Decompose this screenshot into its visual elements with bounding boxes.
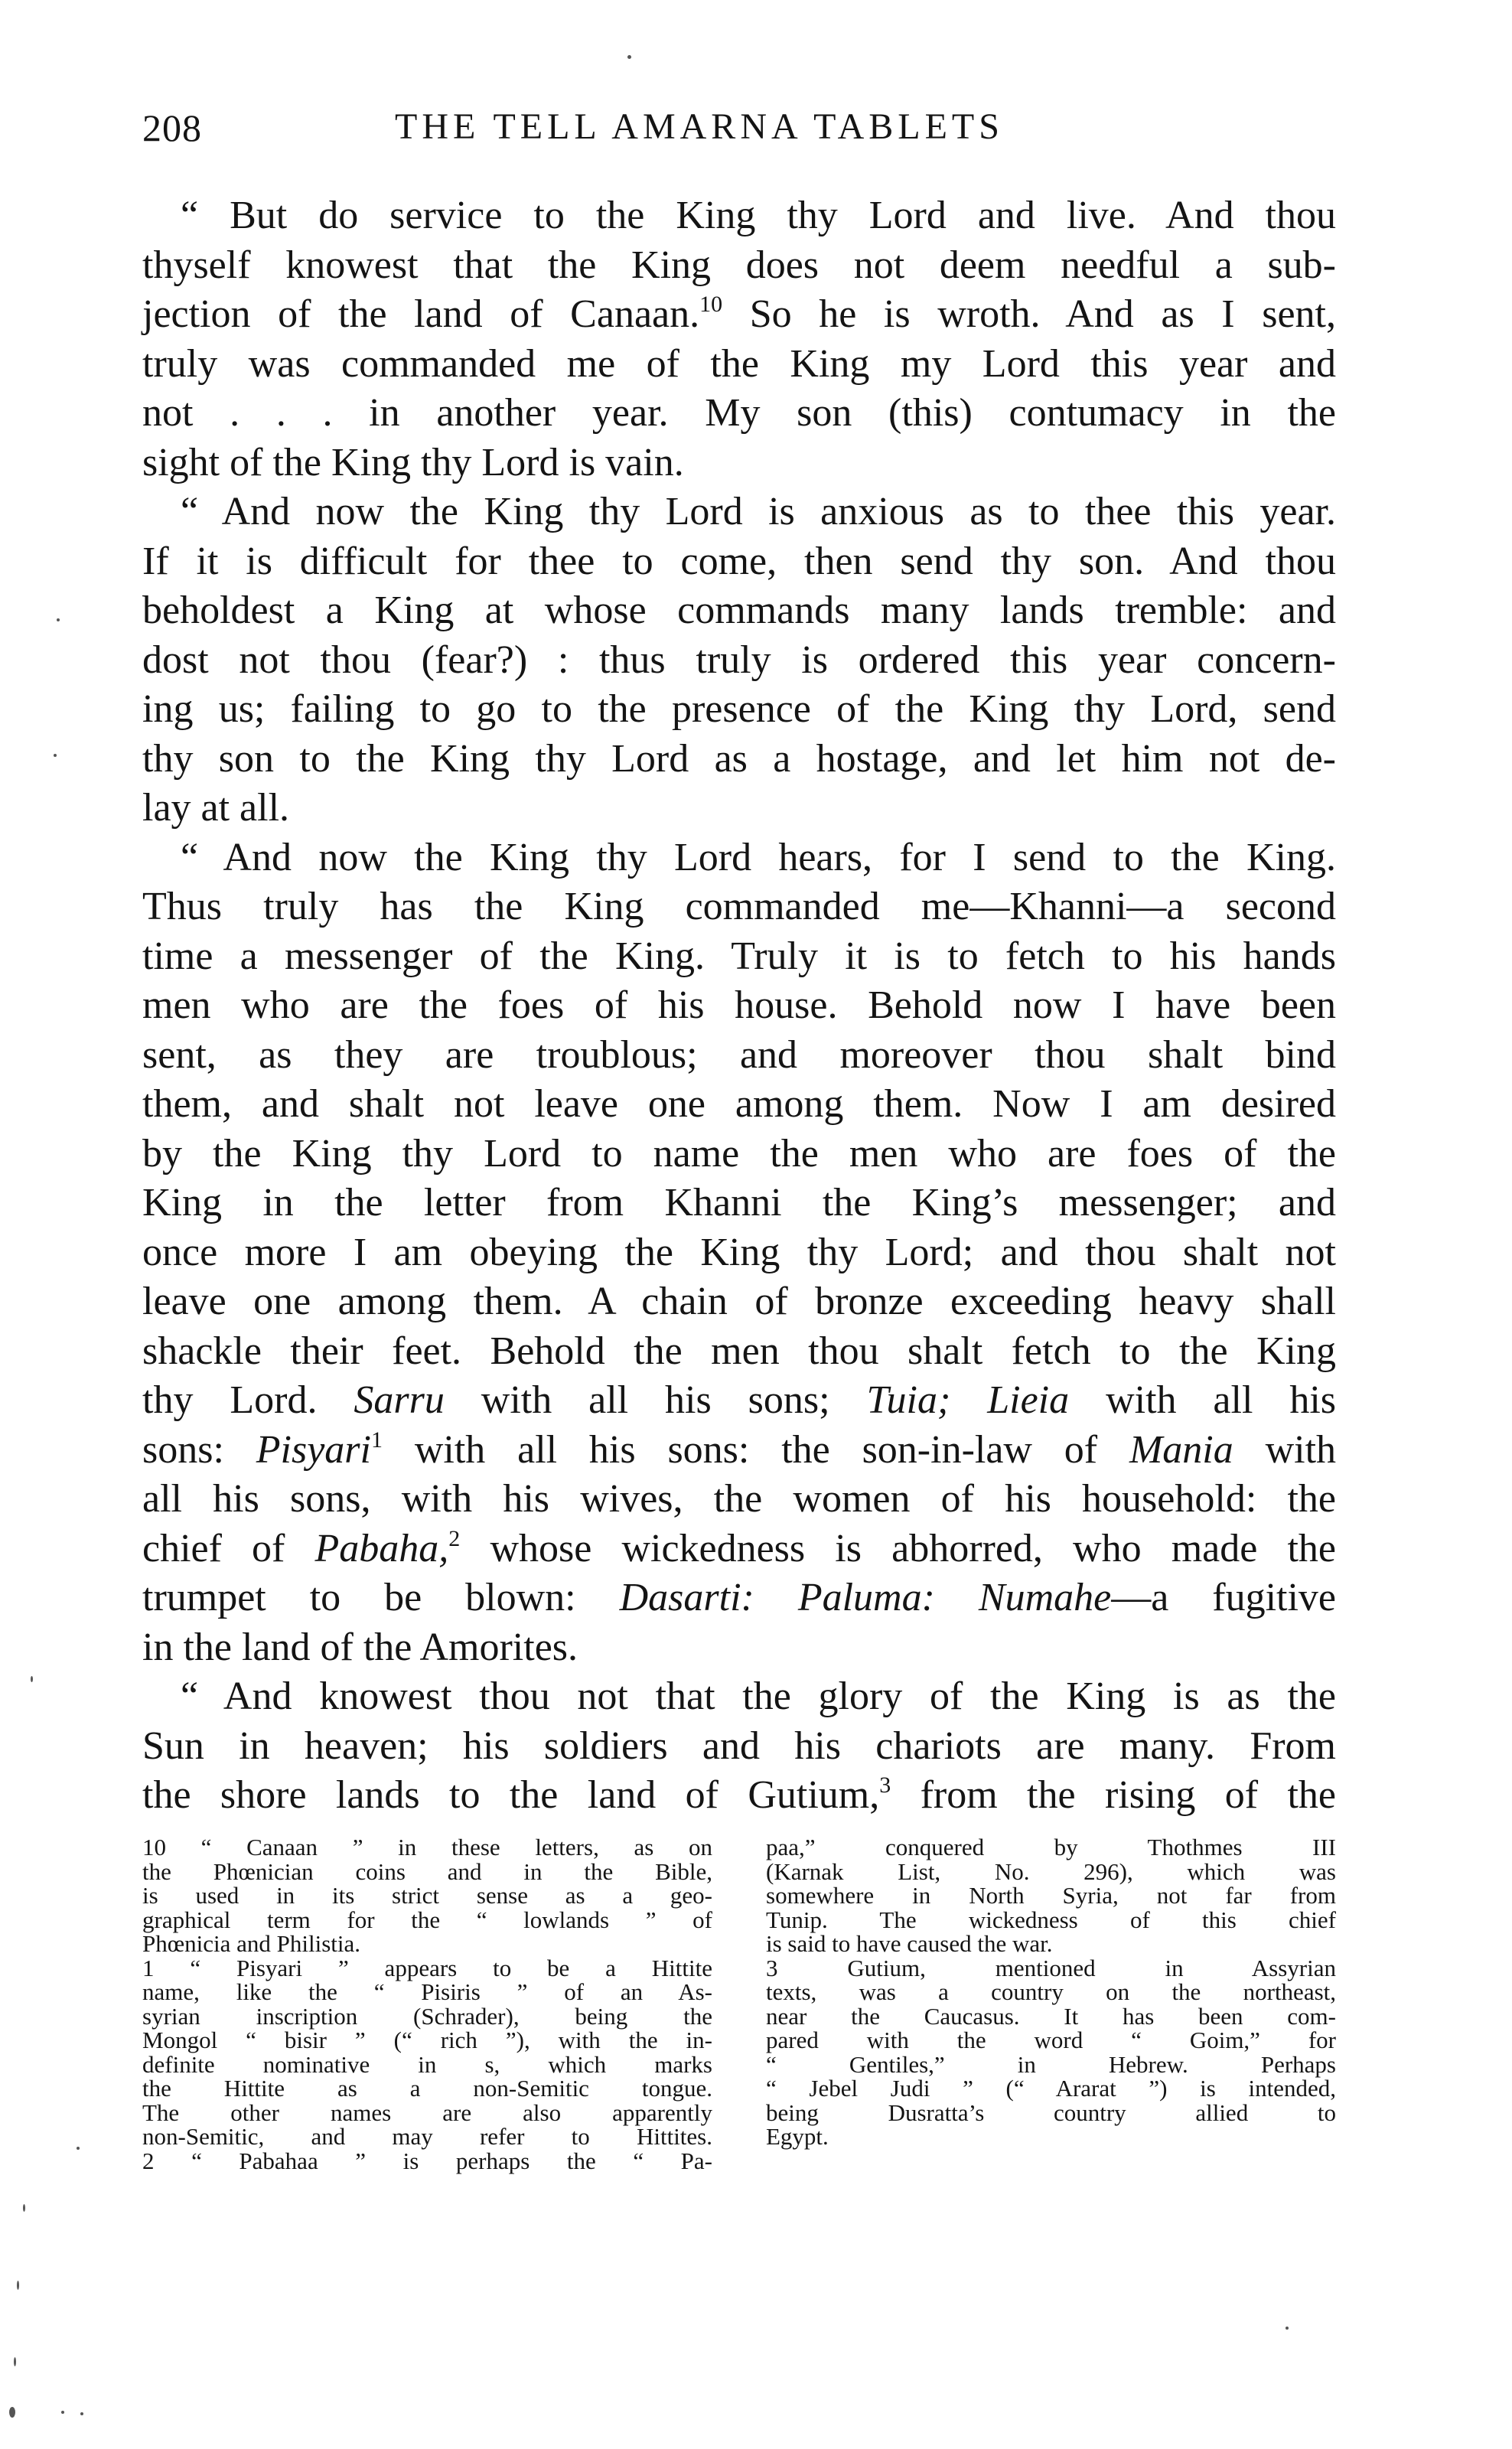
body-line: “ And now the King thy Lord hears, for I send to the King. bbox=[181, 835, 1336, 879]
footnote-line: near the Caucasus. It has been com- bbox=[766, 2002, 1336, 2030]
footnote-line: the Hittite as a non-Semitic tongue. bbox=[142, 2075, 712, 2102]
body-line: once more I am obeying the King thy Lord; and thou shalt not bbox=[142, 1230, 1336, 1274]
footnote-line: graphical term for the “ lowlands ” of bbox=[142, 1906, 712, 1933]
body-line: chief of Pabaha,$^2$ whose wickedness is abhorred, who made the bbox=[142, 1525, 1337, 1570]
footnote-line: Mongol “ bisir ” (“ rich ”), with the in- bbox=[142, 2027, 712, 2053]
footnotes bbox=[142, 1834, 1336, 2174]
footnote-line: Tunip. The wickedness of this chief bbox=[766, 1906, 1336, 1933]
body-line: beholdest a King at whose commands many lands tremble: and bbox=[142, 589, 1336, 632]
scan-speck bbox=[31, 1676, 33, 1682]
scan-speck bbox=[23, 2204, 25, 2212]
footnote-line: being Dusratta’s country allied to bbox=[766, 2098, 1336, 2126]
footnotes-left-column bbox=[142, 1835, 712, 2173]
body-line: men who are the foes of his house. Behold now I have been bbox=[142, 983, 1336, 1027]
body-line: shackle their feet. Behold the men thou shalt fetch to the King bbox=[142, 1329, 1336, 1373]
body-line: by the King thy Lord to name the men who are foes of the bbox=[142, 1131, 1336, 1176]
scan-speck bbox=[9, 2407, 15, 2418]
body-line: all his sons, with his wives, the women of his household: the bbox=[142, 1477, 1336, 1521]
body-line: trumpet to be blown: Dasarti: Paluma: Numahe—a fugitive bbox=[142, 1576, 1337, 1619]
body-line: them, and shalt not leave one among them. Now I am desired bbox=[142, 1082, 1336, 1126]
body-line: King in the letter from Khanni the King’s messenger; and bbox=[142, 1181, 1336, 1224]
footnote-line: 1 “ Pisyari ” appears to be a Hittite bbox=[142, 1954, 712, 1981]
footnote-line: is said to have caused the war. bbox=[766, 1930, 1053, 1957]
footnote-line: paa,” conquered by Thothmes III bbox=[766, 1834, 1336, 1860]
footnote-ref: 10 bbox=[699, 292, 723, 317]
scan-speck bbox=[627, 55, 631, 59]
footnote-line: The other names are also apparently bbox=[142, 2098, 712, 2126]
body-line: sight of the King thy Lord is vain. bbox=[142, 440, 684, 484]
page-number: 208 bbox=[142, 106, 202, 149]
body-line: time a messenger of the King. Truly it is to fetch to his hands bbox=[142, 934, 1336, 978]
footnote-ref: 2 bbox=[448, 1525, 461, 1551]
body-line: thy Lord. Sarru with all his sons; Tuia; Lieia with all his bbox=[142, 1378, 1337, 1422]
scan-speck bbox=[57, 618, 60, 621]
body-line: “ But do service to the King thy Lord and live. And thou bbox=[181, 194, 1336, 237]
body-line: jection of the land of Canaan.$^{10}$ So he is wroth. And as I sent, bbox=[142, 292, 1336, 336]
scan-speck bbox=[77, 2147, 80, 2150]
footnote-line: 3 Gutium, mentioned in Assyrian bbox=[766, 1954, 1336, 1981]
body-line: the shore lands to the land of Gutium,$^3$ from the rising of the bbox=[142, 1772, 1336, 1817]
scan-speck bbox=[17, 2281, 19, 2290]
footnote-line: Egypt. bbox=[766, 2123, 829, 2150]
body-line: sons: Pisyari$^1$ with all his sons: the son-in-law of Mania with bbox=[142, 1427, 1337, 1472]
footnote-line: 2 “ Pabahaa ” is perhaps the “ Pa- bbox=[142, 2147, 712, 2174]
footnote-line: is used in its strict sense as a geo- bbox=[142, 1882, 712, 1909]
footnote-line: “ Gentiles,” in Hebrew. Perhaps bbox=[766, 2050, 1336, 2078]
body-line: in the land of the Amorites. bbox=[142, 1625, 578, 1669]
footnote-line: Phœnicia and Philistia. bbox=[142, 1930, 361, 1957]
body-line: “ And now the King thy Lord is anxious as to thee this year. bbox=[181, 490, 1336, 533]
footnote-line: somewhere in North Syria, not far from bbox=[766, 1882, 1336, 1909]
footnotes-right-column bbox=[766, 1835, 1336, 2149]
scan-speck bbox=[14, 2357, 16, 2366]
footnote-line: the Phœnician coins and in the Bible, bbox=[142, 1857, 712, 1885]
scan-speck bbox=[1286, 2327, 1289, 2330]
body-line: leave one among them. A chain of bronze exceeding heavy shall bbox=[142, 1280, 1336, 1323]
footnote-line: name, like the “ Pisiris ” of an As- bbox=[142, 1978, 712, 2005]
body-line: ing us; failing to go to the presence of the King thy Lord, send bbox=[142, 687, 1336, 731]
body-line: thyself knowest that the King does not deem needful a sub- bbox=[142, 243, 1336, 287]
body-line: lay at all. bbox=[142, 786, 290, 830]
scan-speck bbox=[61, 2411, 64, 2414]
body-line: thy son to the King thy Lord as a hostage, and let him not de- bbox=[142, 736, 1336, 781]
footnote-line: “ Jebel Judi ” (“ Ararat ”) is intended, bbox=[766, 2075, 1336, 2102]
body-line: Thus truly has the King commanded me—Khanni—a second bbox=[142, 885, 1336, 928]
body-line: Sun in heaven; his soldiers and his chariots are many. From bbox=[142, 1723, 1336, 1768]
footnote-line: texts, was a country on the northeast, bbox=[766, 1978, 1336, 2005]
body-line: dost not thou (fear?) : thus truly is ordered this year concern- bbox=[142, 638, 1336, 682]
footnote-ref: 1 bbox=[370, 1427, 383, 1453]
body-line: “ And knowest thou not that the glory of the King is as the bbox=[181, 1675, 1336, 1718]
footnote-line: pared with the word “ Goim,” for bbox=[766, 2027, 1336, 2053]
body-text bbox=[142, 191, 1336, 1821]
body-line: not . . . in another year. My son (this) contumacy in the bbox=[142, 391, 1336, 435]
running-title: THE TELL AMARNA TABLETS bbox=[395, 106, 1004, 147]
running-head bbox=[142, 106, 1336, 159]
footnote-line: 10 “ Canaan ” in these letters, as on bbox=[142, 1834, 712, 1860]
scan-speck bbox=[54, 754, 57, 757]
footnote-line: syrian inscription (Schrader), being the bbox=[142, 2002, 712, 2030]
body-line: truly was commanded me of the King my Lord this year and bbox=[142, 341, 1336, 386]
footnote-line: non-Semitic, and may refer to Hittites. bbox=[142, 2123, 712, 2150]
body-line: If it is difficult for thee to come, then send thy son. And thou bbox=[142, 539, 1336, 583]
footnote-line: definite nominative in s, which marks bbox=[142, 2050, 712, 2078]
footnote-ref: 3 bbox=[879, 1772, 891, 1798]
body-line: sent, as they are troublous; and moreover thou shalt bind bbox=[142, 1032, 1336, 1077]
footnote-line: (Karnak List, No. 296), which was bbox=[766, 1857, 1336, 1885]
scan-speck bbox=[80, 2412, 83, 2415]
